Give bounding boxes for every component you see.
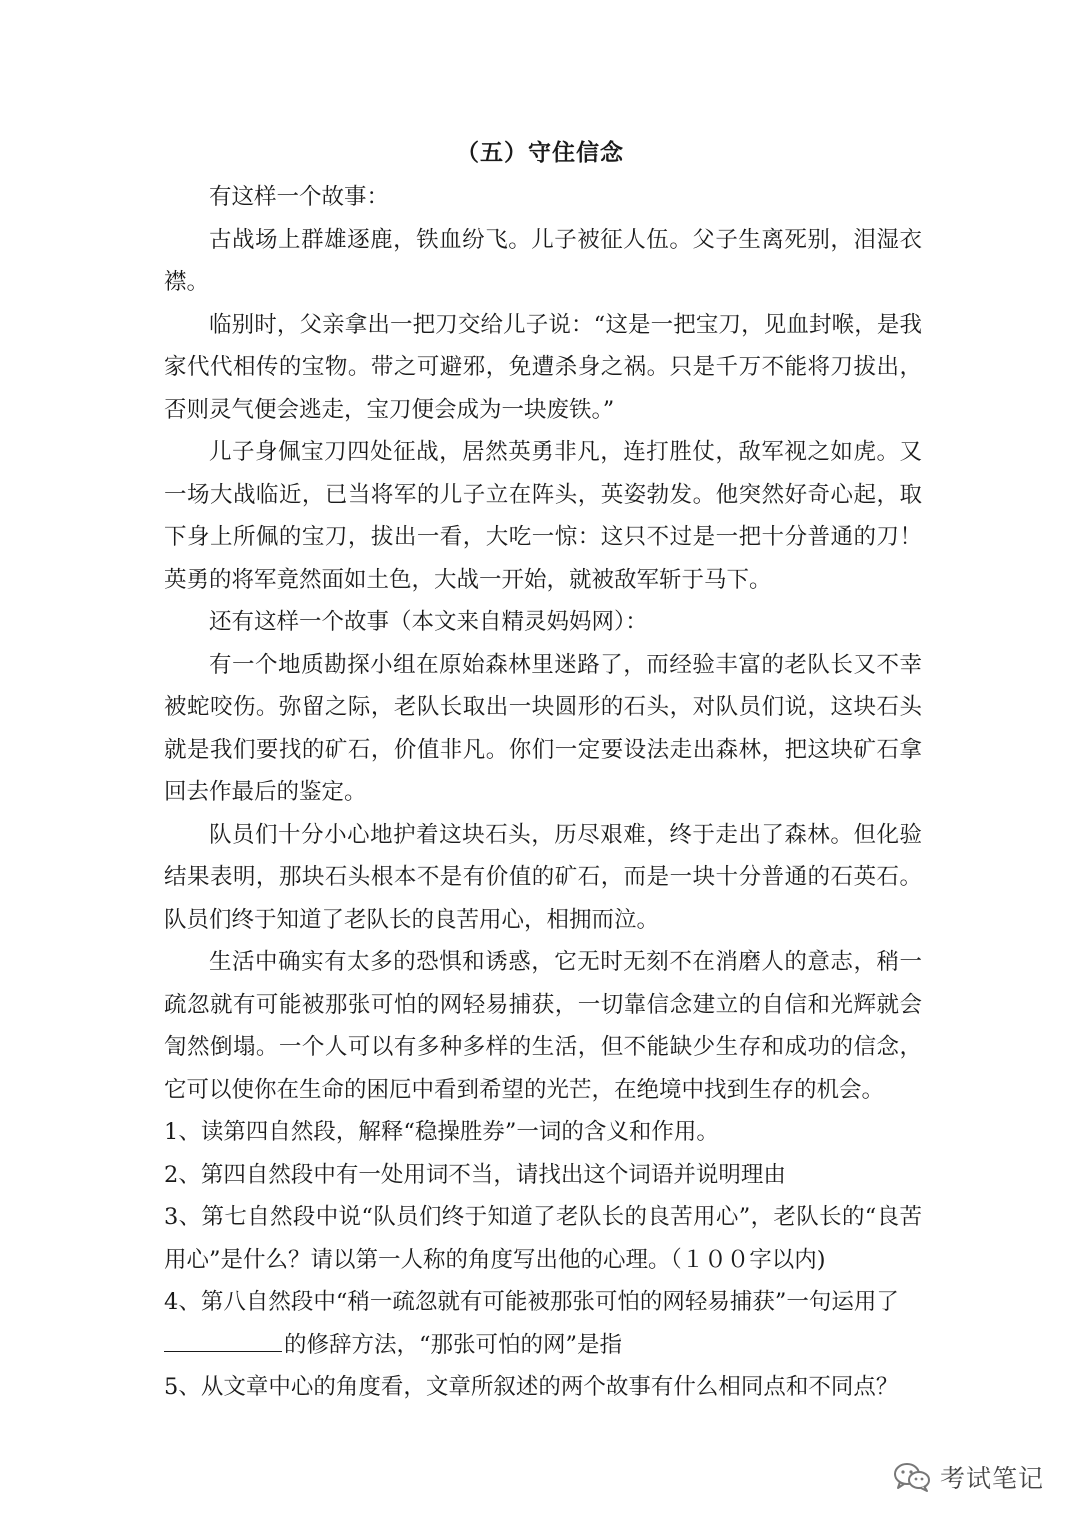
paragraph-sword: 儿子身佩宝刀四处征战，居然英勇非凡，连打胜仗，敌军视之如虎。又一场大战临近，已当将军的儿子立在阵头，英姿勃发。他突然好奇心起，取下身上所佩的宝刀，拔出一看，大吃一惊：这只不过是一把十分普通的刀！英勇的将军竟然面如土色，大战一开始，就被敌军斩于马下。 xyxy=(164,439,922,593)
paragraph-conclusion: 生活中确实有太多的恐惧和诱惑，它无时无刻不在消磨人的意志，稍一疏忽就有可能被那张可怕的网轻易捕获，一切靠信念建立的自信和光辉就会訇然倒塌。一个人可以有多种多样的生活，但不能缺少生存和成功的信念，它可以使你在生命的困厄中看到希望的光芒，在绝境中找到生存的机会。 xyxy=(164,949,922,1103)
question-4-text: 4、第八自然段中“稍一疏忽就有可能被那张可怕的网轻易捕获”一句运用了 xyxy=(164,1289,899,1315)
document-title: （五）守住信念 xyxy=(456,139,624,166)
question-3: 3、第七自然段中说“队员们终于知道了老队长的良苦用心”，老队长的“良苦用心”是什么？请以第一人称的角度写出他的心理。（１００字以内) xyxy=(164,1204,922,1273)
paragraph-intro-1: 有这样一个故事： xyxy=(209,184,390,210)
paragraph-forest: 有一个地质勘探小组在原始森林里迷路了，而经验丰富的老队长又不幸被蛇咬伤。弥留之际，老队长取出一块圆形的石头，对队员们说，这块石头就是我们要找的矿石，价值非凡。你们一定要设法走出森林，把这块矿石拿回去作最后的鉴定。 xyxy=(164,651,922,805)
wechat-icon xyxy=(892,1461,932,1493)
paragraph-stone: 队员们十分小心地护着这块石头，历尽艰难，终于走出了森林。但化验结果表明，那块石头根本不是有价值的矿石，而是一块十分普通的石英石。队员们终于知道了老队长的良苦用心，相拥而泣。 xyxy=(164,821,922,933)
watermark-text: 考试笔记 xyxy=(939,1464,1044,1493)
question-4-tail: 的修辞方法，“那张可怕的网”是指 xyxy=(284,1331,623,1358)
question-1: 1、读第四自然段，解释“稳操胜券”一词的含义和作用。 xyxy=(164,1119,719,1145)
document-body xyxy=(164,176,922,1409)
question-4 xyxy=(164,1281,922,1366)
answer-blank[interactable] xyxy=(164,1325,282,1352)
paragraph-battlefield: 古战场上群雄逐鹿，铁血纷飞。儿子被征人伍。父子生离死别，泪湿衣襟。 xyxy=(164,226,922,295)
question-5: 5、从文章中心的角度看，文章所叙述的两个故事有什么相同点和不同点？ xyxy=(164,1374,899,1400)
paragraph-farewell: 临别时，父亲拿出一把刀交给儿子说：“这是一把宝刀，见血封喉，是我家代代相传的宝物。带之可避邪，免遭杀身之祸。只是千万不能将刀拔出，否则灵气便会逃走，宝刀便会成为一块废铁。” xyxy=(164,311,922,423)
paragraph-intro-2: 还有这样一个故事（本文来自精灵妈妈网）： xyxy=(209,609,648,635)
question-2: 2、第四自然段中有一处用词不当，请找出这个词语并说明理由 xyxy=(164,1161,786,1188)
watermark xyxy=(892,1459,1044,1495)
